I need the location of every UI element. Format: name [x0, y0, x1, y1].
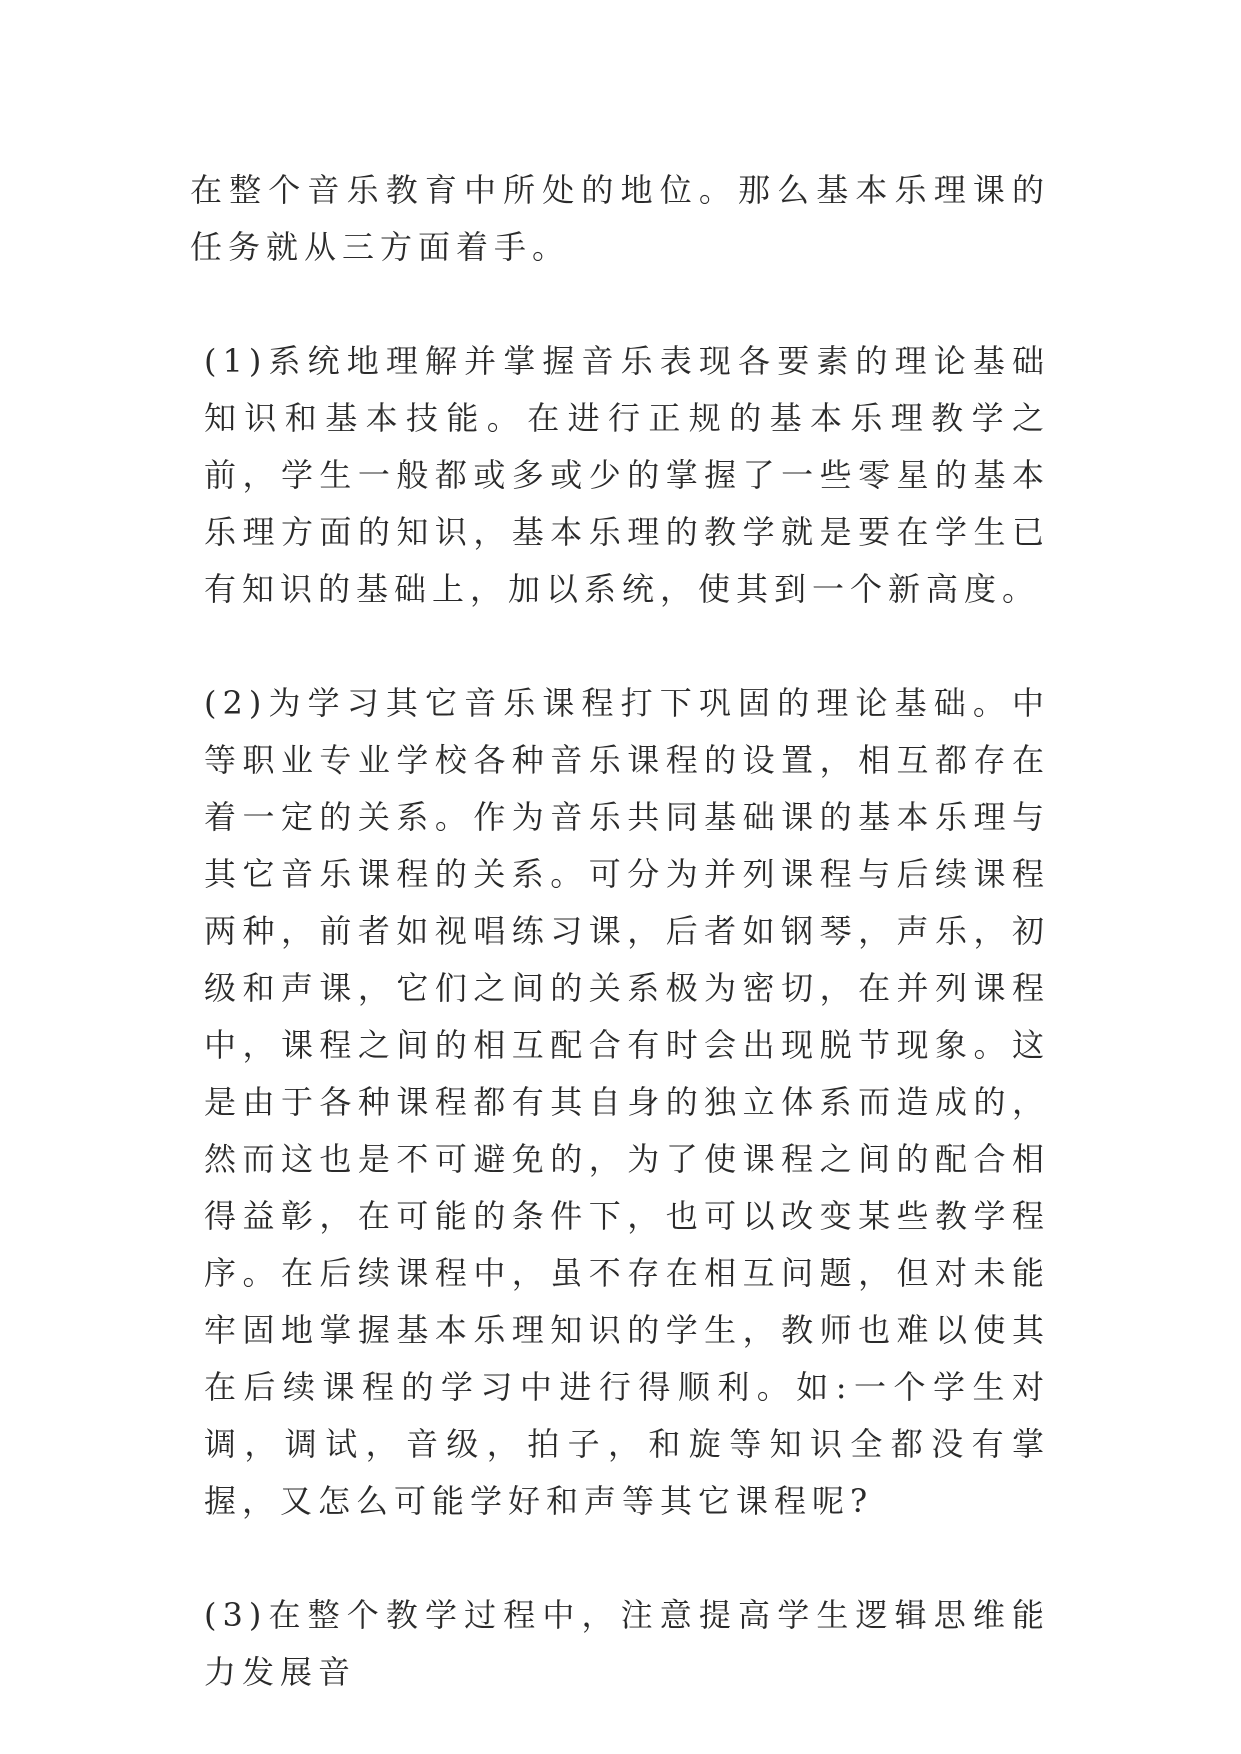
paragraph-item-1: (1)系统地理解并掌握音乐表现各要素的理论基础知识和基本技能。在进行正规的基本乐理教学之前，学生一般都或多或少的掌握了一些零星的基本乐理方面的知识，基本乐理的教学就是要在学生已有知识的基础上，加以系统，使其到一个新高度。 — [204, 342, 1050, 608]
paragraph-item-3: (3)在整个教学过程中，注意提高学生逻辑思维能力发展音 — [204, 1596, 1050, 1691]
paragraph-continuation: 在整个音乐教育中所处的地位。那么基本乐理课的任务就从三方面着手。 — [190, 171, 1050, 266]
paragraph-item-2: (2)为学习其它音乐课程打下巩固的理论基础。中等职业专业学校各种音乐课程的设置，相互都存在着一定的关系。作为音乐共同基础课的基本乐理与其它音乐课程的关系。可分为并列课程与后续课程两种，前者如视唱练习课，后者如钢琴，声乐，初级和声课，它们之间的关系极为密切，在并列课程中，课程之间的相互配合有时会出现脱节现象。这是由于各种课程都有其自身的独立体系而造成的，然而这也是不可避免的，为了使课程之间的配合相得益彰，在可能的条件下，也可以改变某些教学程序。在后续课程中，虽不存在相互问题，但对未能牢固地掌握基本乐理知识的学生，教师也难以使其在后续课程的学习中进行得顺利。如:一个学生对调，调试，音级，拍子，和旋等知识全都没有掌握，又怎么可能学好和声等其它课程呢? — [204, 684, 1050, 1520]
document-body — [190, 162, 1050, 1701]
